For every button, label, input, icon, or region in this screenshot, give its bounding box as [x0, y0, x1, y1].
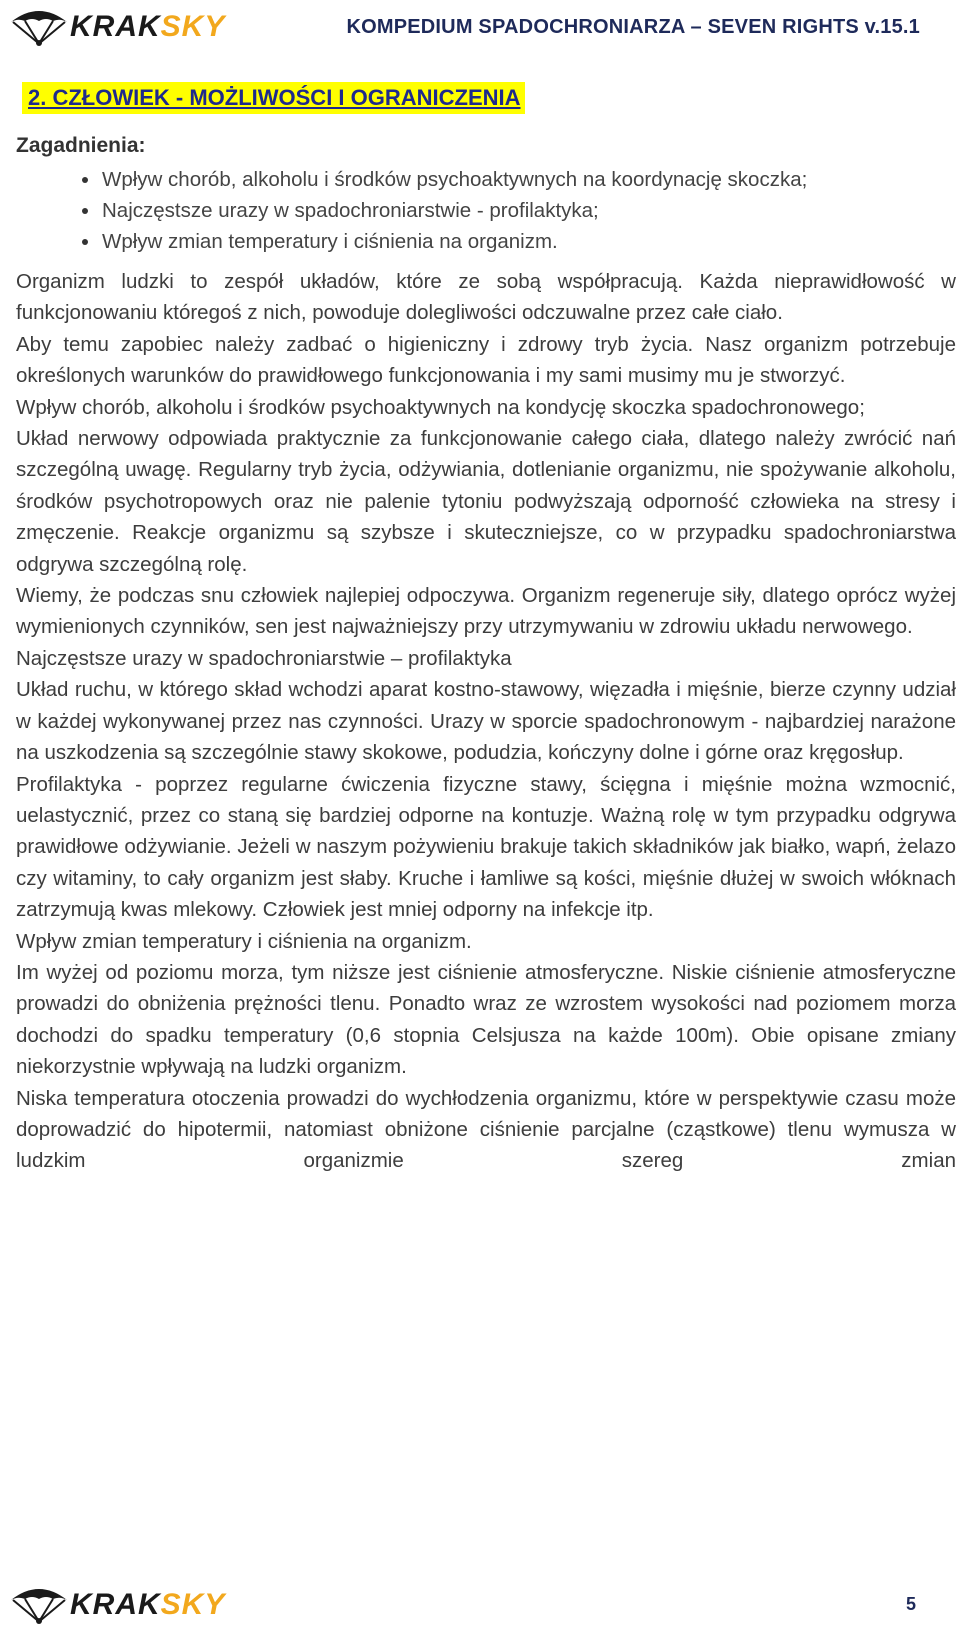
logo-wordmark — [70, 1590, 225, 1620]
body-paragraph: Układ ruchu, w którego skład wchodzi aparat kostno-stawowy, więzadła i mięśnie, bierze czynny udział w każdej wykonywanej przez nas czynności. Urazy w sporcie spadochronowym - najbardziej narażone na uszkodzenia są szczególnie stawy skokowe, podudzia, kończyny dolne i górne oraz kręgosłup. — [16, 678, 956, 765]
parachute-icon — [8, 6, 70, 48]
logo-text-dark: KRAK — [70, 10, 161, 43]
section-subheading: Najczęstsze urazy w spadochroniarstwie – profilaktyka — [16, 646, 512, 670]
body-paragraph: Niska temperatura otoczenia prowadzi do wychłodzenia organizmu, które w perspektywie czasu może doprowadzić do hipotermii, natomiast obniżone ciśnienie parcjalne (cząstkowe) tlenu wymusza w ludzkim organizmie szereg zmian — [16, 1086, 956, 1173]
krakasky-logo — [8, 1584, 225, 1626]
logo-text-accent: SKY — [160, 1588, 226, 1621]
page-footer — [0, 1582, 960, 1638]
document-title: KOMPEDIUM SPADOCHRONIARZA – SEVEN RIGHTS v.15.1 — [346, 16, 920, 38]
logo-text-accent: SKY — [160, 10, 226, 43]
topic-item: Wpływ chorób, alkoholu i środków psychoaktywnych na koordynację skoczka; — [102, 164, 956, 195]
topic-item: Najczęstsze urazy w spadochroniarstwie - profilaktyka; — [102, 195, 956, 226]
body-paragraph: Organizm ludzki to zespół układów, które ze sobą współpracują. Każda nieprawidłowość w funkcjonowaniu któregoś z nich, powoduje dolegliwości odczuwalne przez całe ciało. — [16, 270, 956, 325]
logo-wordmark — [70, 12, 225, 42]
parachute-icon — [8, 1584, 70, 1626]
section-subheading: Wpływ zmian temperatury i ciśnienia na organizm. — [16, 929, 472, 953]
topic-item: Wpływ zmian temperatury i ciśnienia na organizm. — [102, 226, 956, 257]
page-header — [0, 0, 960, 56]
chapter-heading: 2. CZŁOWIEK - MOŻLIWOŚCI I OGRANICZENIA — [22, 82, 525, 114]
body-paragraph: Układ nerwowy odpowiada praktycznie za funkcjonowanie całego ciała, dlatego należy zwrócić nań szczególną uwagę. Regularny tryb życia, odżywiania, dotlenianie organizmu, nie spożywanie alkoholu, środków psychotropowych oraz nie palenie tytoniu podwyższają odporność człowieka na stresy i zmęczenie. Reakcje organizmu są szybsze i skuteczniejsze, co w przypadku spadochroniarstwa odgrywa szczególną rolę. — [16, 427, 956, 576]
page-content — [16, 82, 956, 1177]
body-paragraph: Wiemy, że podczas snu człowiek najlepiej odpoczywa. Organizm regeneruje siły, dlatego oprócz wyżej wymienionych czynników, sen jest najważniejszy przy utrzymywaniu w zdrowiu układu nerwowego. — [16, 584, 956, 639]
page-number: 5 — [905, 1594, 916, 1614]
topics-list — [16, 164, 956, 257]
logo-text-dark: KRAK — [70, 1588, 161, 1621]
body-paragraph: Aby temu zapobiec należy zadbać o higieniczny i zdrowy tryb życia. Nasz organizm potrzebuje określonych warunków do prawidłowego funkcjonowania i my sami musimy mu je stworzyć. — [16, 332, 956, 388]
krakasky-logo — [8, 6, 225, 48]
topics-label: Zagadnienia: — [16, 134, 146, 157]
body-paragraph: Im wyżej od poziomu morza, tym niższe jest ciśnienie atmosferyczne. Niskie ciśnienie atmosferyczne prowadzi do obniżenia prężności tlenu. Ponadto wraz ze wzrostem wysokości nad poziomem morza dochodzi do spadku temperatury (0,6 stopnia Celsjusza na każde 100m). Obie opisane zmiany niekorzystnie wpływają na ludzki organizm. — [16, 960, 956, 1079]
body-paragraph: Wpływ chorób, alkoholu i środków psychoaktywnych na kondycję skoczka spadochronowego; — [16, 395, 865, 419]
body-paragraph: Profilaktyka - poprzez regularne ćwiczenia fizyczne stawy, ścięgna i mięśnie można wzmocnić, uelastycznić, przez co staną się bardziej odporne na kontuzje. Ważną rolę w tym przypadku odgrywa prawidłowe odżywianie. Jeżeli w naszym pożywieniu brakuje takich składników jak białko, wapń, żelazo czy witaminy, to cały organizm jest słaby. Kruche i łamliwe są kości, mięśnie dłużej w swoich włóknach zatrzymują kwas mlekowy. Człowiek jest mniej odporny na infekcje itp. — [16, 772, 956, 922]
